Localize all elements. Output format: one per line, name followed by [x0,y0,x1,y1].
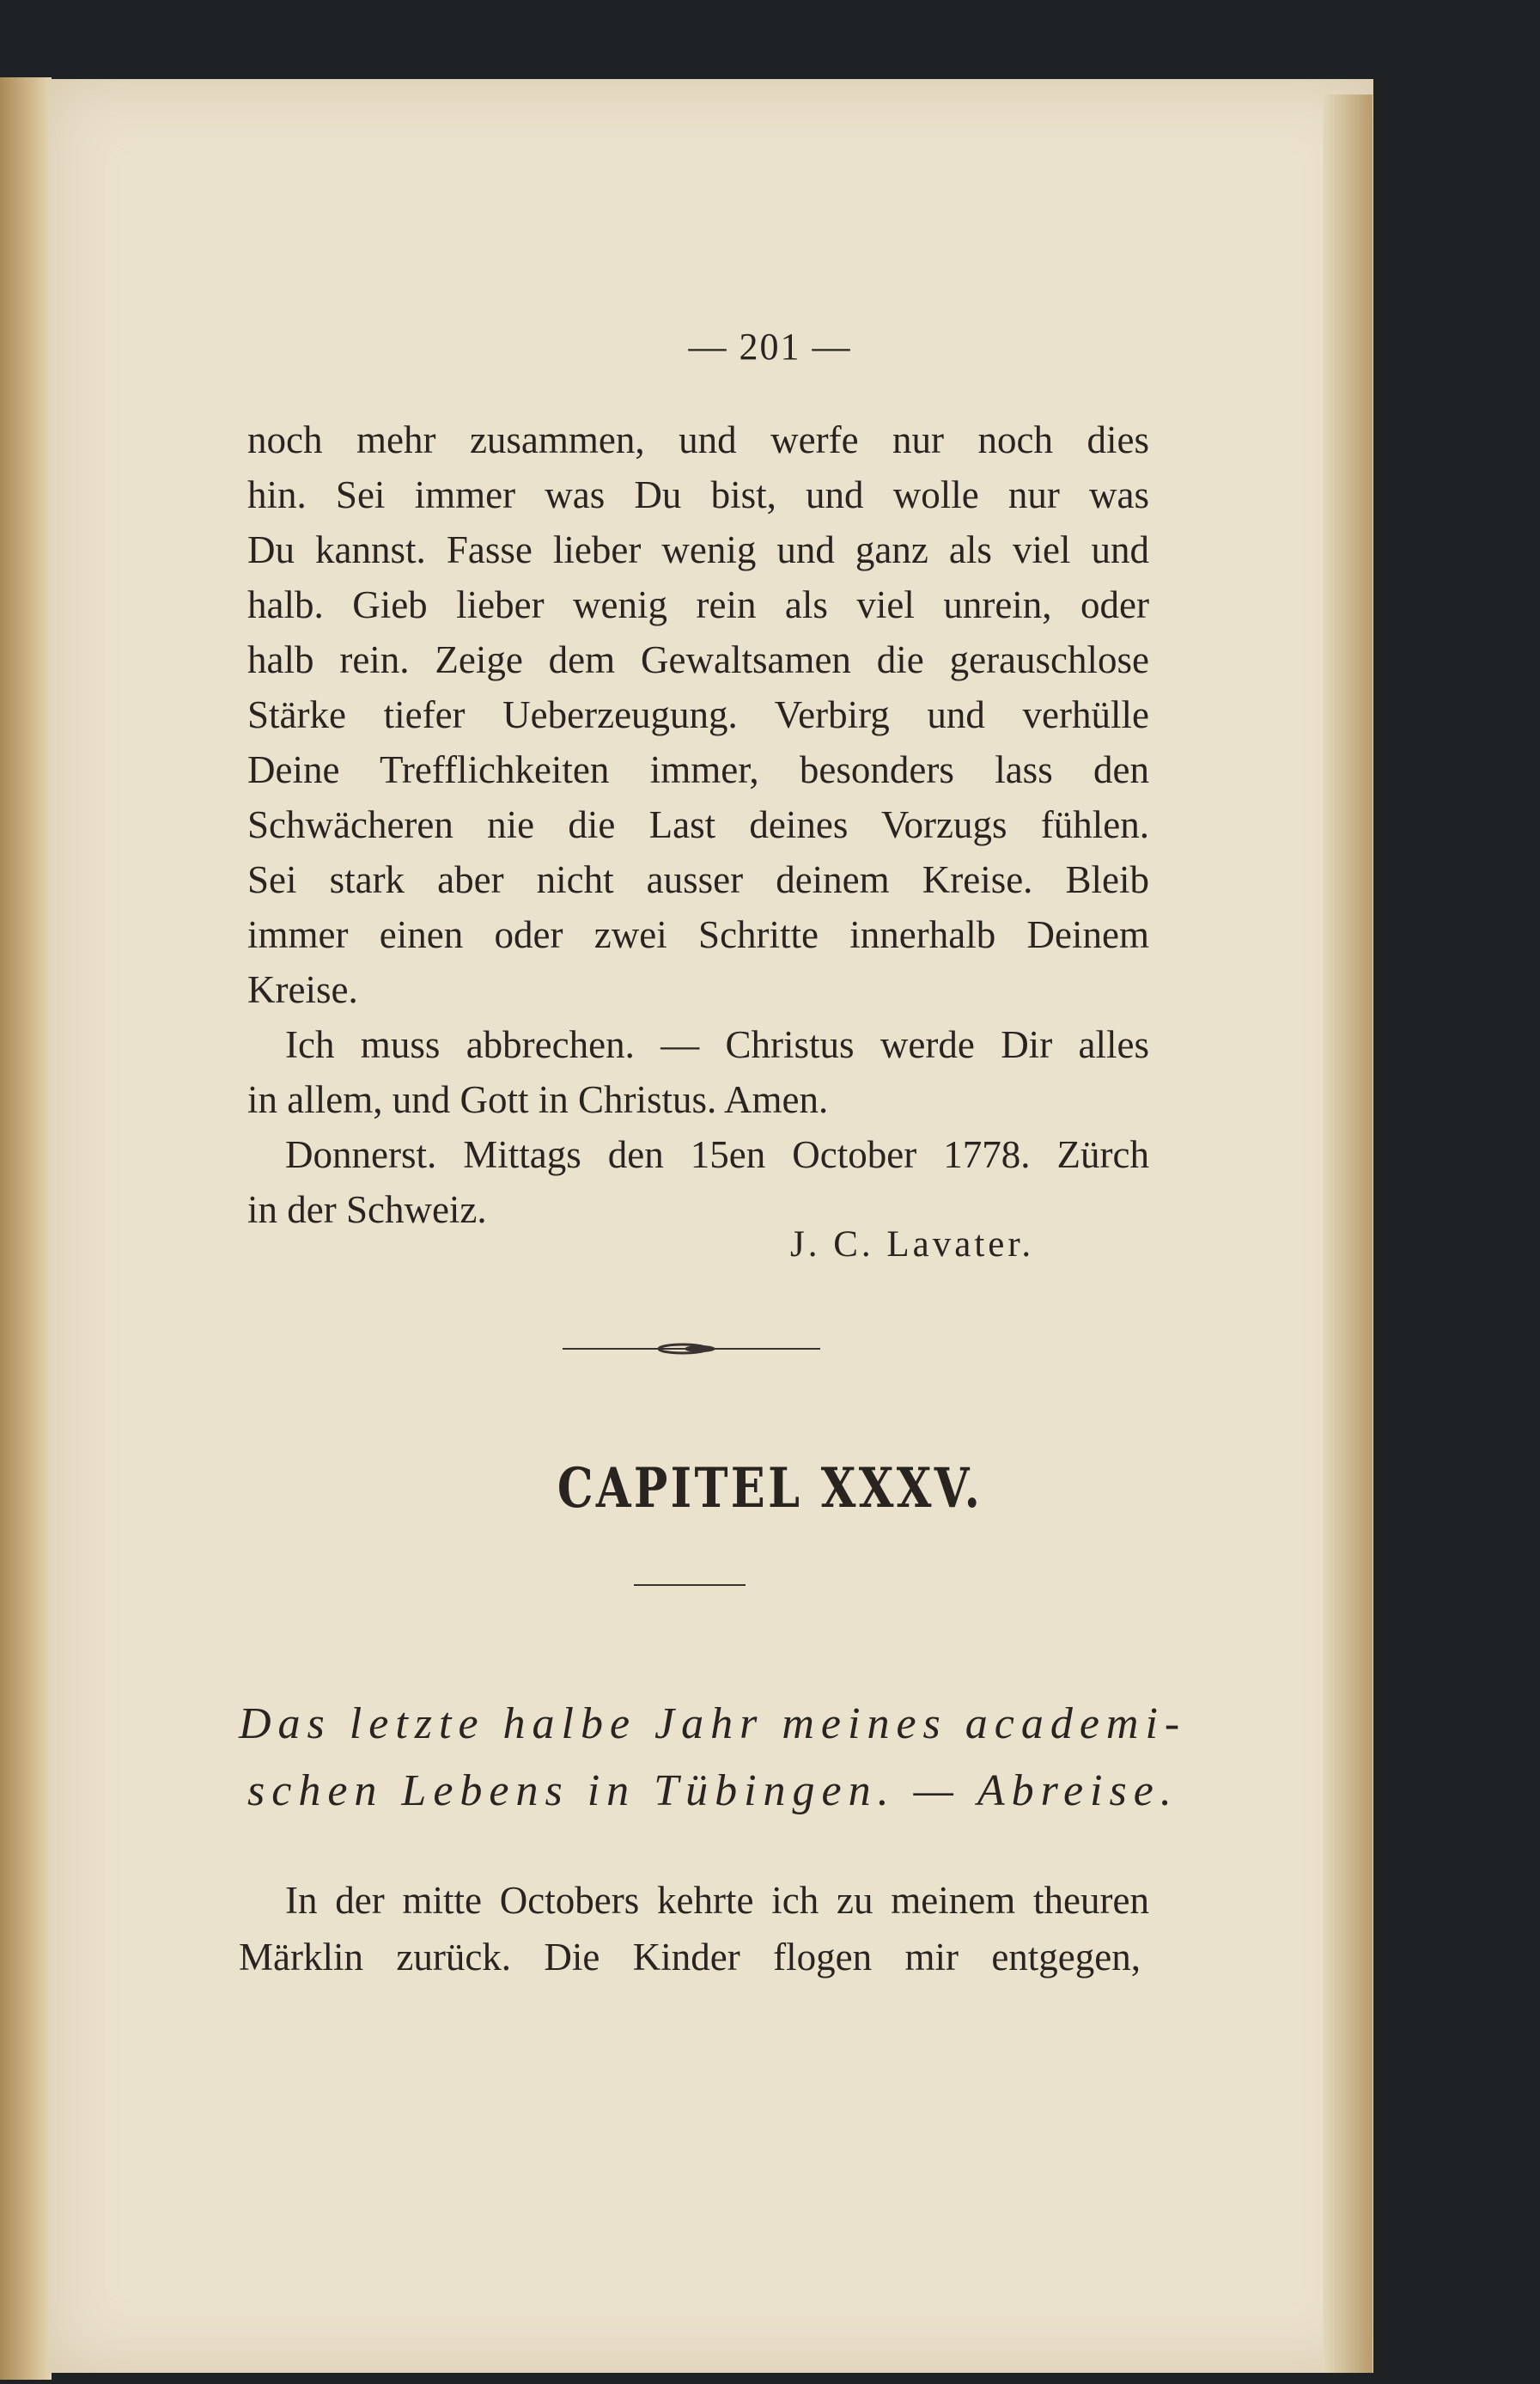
chapter-subtitle-line: Das letzte halbe Jahr meines academi- [239,1699,1187,1748]
text-line: noch mehr zusammen, und werfe nur noch dies [247,418,1149,461]
date-line: Donnerst. Mittags den 15en October 1778. Zürch [285,1133,1149,1176]
text-line: halb rein. Zeige dem Gewaltsamen die gerauschlose [247,638,1149,681]
text-line: Kreise. [247,968,358,1011]
text-line: Du kannst. Fasse lieber wenig und ganz als viel und [247,528,1149,571]
text-line: Deine Trefflichkeiten immer, besonders lass den [247,748,1149,791]
date-line: in der Schweiz. [247,1188,487,1231]
text-line: Stärke tiefer Ueberzeugung. Verbirg und verhülle [247,693,1149,736]
text-line: Märklin zurück. Die Kinder flogen mir entgegen, [239,1936,1141,1979]
text-line: in allem, und Gott in Christus. Amen. [247,1078,829,1121]
text-line: halb. Gieb lieber wenig rein als viel unrein, oder [247,583,1149,626]
text-line: hin. Sei immer was Du bist, und wolle nur was [247,473,1149,516]
signature: J. C. Lavater. [790,1224,1035,1265]
chapter-rule [634,1584,746,1586]
ornament-divider [563,1340,820,1357]
chapter-subtitle-line: schen Lebens in Tübingen. — Abreise. [247,1766,1178,1815]
text-line: In der mitte Octobers kehrte ich zu meinem theuren [285,1879,1149,1922]
page-stack-edge [1323,95,1373,2373]
text-line: Schwächeren nie die Last deines Vorzugs fühlen. [247,803,1149,846]
text-line: Sei stark aber nicht ausser deinem Kreise. Bleib [247,858,1149,901]
text-line: Ich muss abbrechen. — Christus werde Dir alles [285,1023,1149,1066]
chapter-title: CAPITEL XXXV. [557,1456,983,1521]
page-number: — 201 — [688,326,852,368]
text-line: immer einen oder zwei Schritte innerhalb Deinem [247,913,1149,956]
facing-page-edge [0,77,52,2380]
